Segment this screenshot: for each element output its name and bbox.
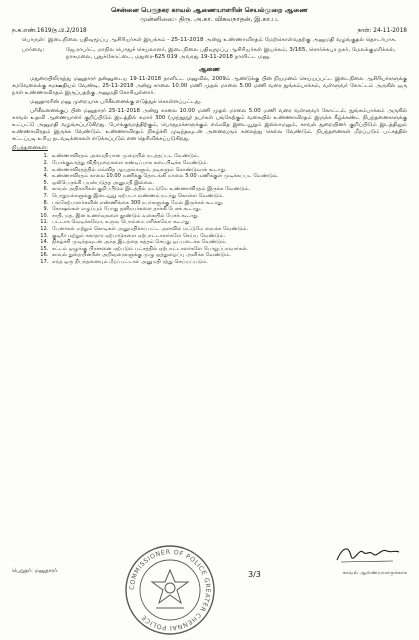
svg-text:COMMISSIONER OF POLICE GREATER [129, 549, 211, 631]
police-seal-icon [120, 540, 220, 635]
heading-line-2: முன்னிலை:- திரு. அ.கா. விசுவநாதன், இ.கா.ப. [140, 15, 279, 23]
page-number: 3/3 [248, 570, 261, 579]
condition-item: 14. நிகழ்ச்சி முடிந்தவுடன் அந்த இடத்தை சுத்தம் செய்து ஒப்படைக்க வேண்டும். [50, 239, 407, 246]
order-date: நாள்: 24-11-2018 [357, 28, 407, 34]
condition-item: 5. ஒலிபெருக்கி பயன்படுத்த அனுமதி இல்லை. [50, 180, 407, 187]
condition-item: 8. பங்கேற்பாளர்களின் எண்ணிக்கை 300 நபர்களுக்கு மேல் இருக்கக் கூடாது. [50, 200, 407, 207]
condition-item: 11. பட்டாசு வெடிக்கவோ, உருவ பொம்மை எரிக்கவோ கூடாது. [50, 219, 407, 226]
condition-item: 12. பேனர்கள் மற்றும் கொடிகள் அனுமதிக்கப்பட்ட அளவில் மட்டுமே வைக்க வேண்டும். [50, 226, 407, 233]
condition-item: 7. பொதுமக்களுக்கு இடையூறு ஏற்படா வண்ணம் நடந்து கொள்ள வேண்டும். [50, 193, 407, 200]
reference-label: பார்வை: [22, 47, 45, 54]
seal-text: COMMISSIONER OF POLICE GREATER CHENNAI POLICE [128, 548, 212, 632]
subject-block [12, 37, 407, 44]
condition-item: 6. காவல் அதிகாரிகள் குறிப்பிடும் இடத்தில் மட்டுமே உண்ணாவிரதம் இருக்க வேண்டும். [50, 186, 407, 193]
reference-text: ஜே.ராபர்ட், மாநில பொதுச் செயலாளர், இடைநிலை பதிவுமூப்பு ஆசிரியர்கள் இயக்கம், 3/165, சொர்க்கபுர நகர், மேலக்குமரிக்கல், நாகமலை, புதுக்கோட்டை, மதுரை-625 019 அவரது 19-11-2018 நாளிட்ட மனு. [66, 47, 396, 61]
reference-row [12, 28, 407, 35]
document-footer [12, 540, 407, 635]
paragraph-1: மதுரையிலிருந்து மனுதாரர் தன்னுடைய 19-11-2018 நாளிட்ட மனுவில், 2009ம் ஆண்டுக்கு பின் நியமனம் செய்யப்பட்ட இடைநிலை ஆசிரியர்களுக்கு சமவேலைக்கு சமஊதியம் வேண்டி, 25-11-2018 அன்று காலை 10.00 மணி முதல் மாலை 5.00 மணி வரை நுங்கம்பாக்கம், வள்ளுவர் கோட்டம் அருகில் ஒரு நாள் உண்ணாவிரதம் இருப்பதற்கு அனுமதி கோரியுள்ளார். [12, 75, 407, 96]
signature-icon [333, 542, 403, 566]
document-heading [12, 6, 407, 24]
heading-line-1: சென்னை பெருநகர காவல் ஆணையாளரின் செயல்முறை ஆணை [111, 6, 308, 14]
condition-item: 9. கோஷங்கள் எழுப்பும் போது தனிநபர்களை தாக்கி பேசக் கூடாது. [50, 206, 407, 213]
condition-item: 10. சாதி, மத, இன உணர்வுகளை தூண்டும் வகையில் பேசக் கூடாது. [50, 213, 407, 220]
copy-to: பெறுநர்: மனுதாரர் [12, 568, 58, 574]
reference-number: ந.க.எண்.1619/த.பி.2/2018 [12, 28, 87, 34]
conditions-heading: நிபந்தனைகள்: [12, 145, 48, 152]
condition-item: 4. உண்ணாவிரதம் காலை 10.00 மணிக்கு தொடங்கி மாலை 5.00 மணிக்குள் முடிக்கப்பட வேண்டும். [50, 173, 407, 180]
subject-text: இடைநிலை பதிவுமூப்பு ஆசிரியர்கள் இயக்கம் - 25-11-2018 அன்று உண்ணாவிரதம் மேற்கொள்வதற்கு அனுமதி வழங்குதல் தொடர்பாக. [48, 37, 397, 43]
condition-item: 2. போக்குவரத்து விதிமுறைகளை கண்டிப்பாக கடைபிடிக்க வேண்டும். [50, 160, 407, 167]
order-heading: ஆணை [199, 65, 220, 73]
paragraph-2: மனுதாரரின் மனு முறையாக பரிசீலனைக்கு எடுத்துக் கொள்ளப்பட்டது. [30, 98, 202, 105]
conditions-list [12, 153, 407, 265]
signature-title: காவல் ஆணையாளருக்காக [342, 570, 407, 576]
condition-item: 1. உண்ணாவிரதம் அமைதியான முறையில் நடத்தப்பட வேண்டும். [50, 153, 407, 160]
condition-item: 16. காவல் துறையினரின் அறிவுரைகளுக்கு முழு ஒத்துழைப்பு அளிக்க வேண்டும். [50, 252, 407, 259]
paragraph-3: பரிசீலனைக்குப் பின் மனுதாரர் 25-11-2018 அன்று காலை 10.00 மணி முதல் மாலை 5.00 மணி வரை வள்ளுவர் கோட்டம், நுங்கம்பாக்கம் அருகில் காவல் உதவி ஆணையாளர் குறிப்பிடும் இடத்தில் சுமார் 300 (முந்நூறு) நபர்கள் பங்கேற்கும் வகையில் உண்ணாவிரதம் இருக்க கீழ்க்கண்ட நிபந்தனைகளுக்கு உட்பட்டு அனுமதி வழங்கப்படுகிறது. போக்குவரத்திற்கும், பொதுமக்களுக்கும் எவ்வித இடையூறும் இல்லாமலும், காவல் துறையினர் குறிப்பிடும் இடத்திலும் உண்ணாவிரதம் இருக்க வேண்டும். உண்ணாவிரதம் நிகழ்ச்சி முடிந்தவுடன் அனைவரும் கலைந்து செல்ல வேண்டும். நிபந்தனைகள் மீறப்படும் பட்சத்தில் சட்டப்படி உரிய நடவடிக்கைகள் எடுக்கப்படும் என தெரிவிக்கப்படுகிறது. [12, 107, 407, 143]
reference-block [12, 47, 407, 61]
condition-item: 15. சட்டம் ஒழுங்கு பிரச்சனை ஏற்படும் பட்சத்தில் ஏற்பாட்டாளர்களே பொறுப்பாவார்கள். [50, 246, 407, 253]
condition-item: 17. எந்த ஒரு நிபந்தனையும் மீறப்பட்டால் அனுமதி ரத்து செய்யப்படும். [50, 259, 407, 266]
subject-label: பொருள்: [22, 37, 46, 43]
condition-item: 13. குடிநீர் மற்றும் சுகாதார ஏற்பாடுகளை ஏற்பாட்டாளர்களே செய்ய வேண்டும். [50, 233, 407, 240]
condition-item: 3. உண்ணாவிரதத்தில் எவ்வித ஆயுதங்களும், தடிகளும் கொண்டுவரக் கூடாது. [50, 167, 407, 174]
